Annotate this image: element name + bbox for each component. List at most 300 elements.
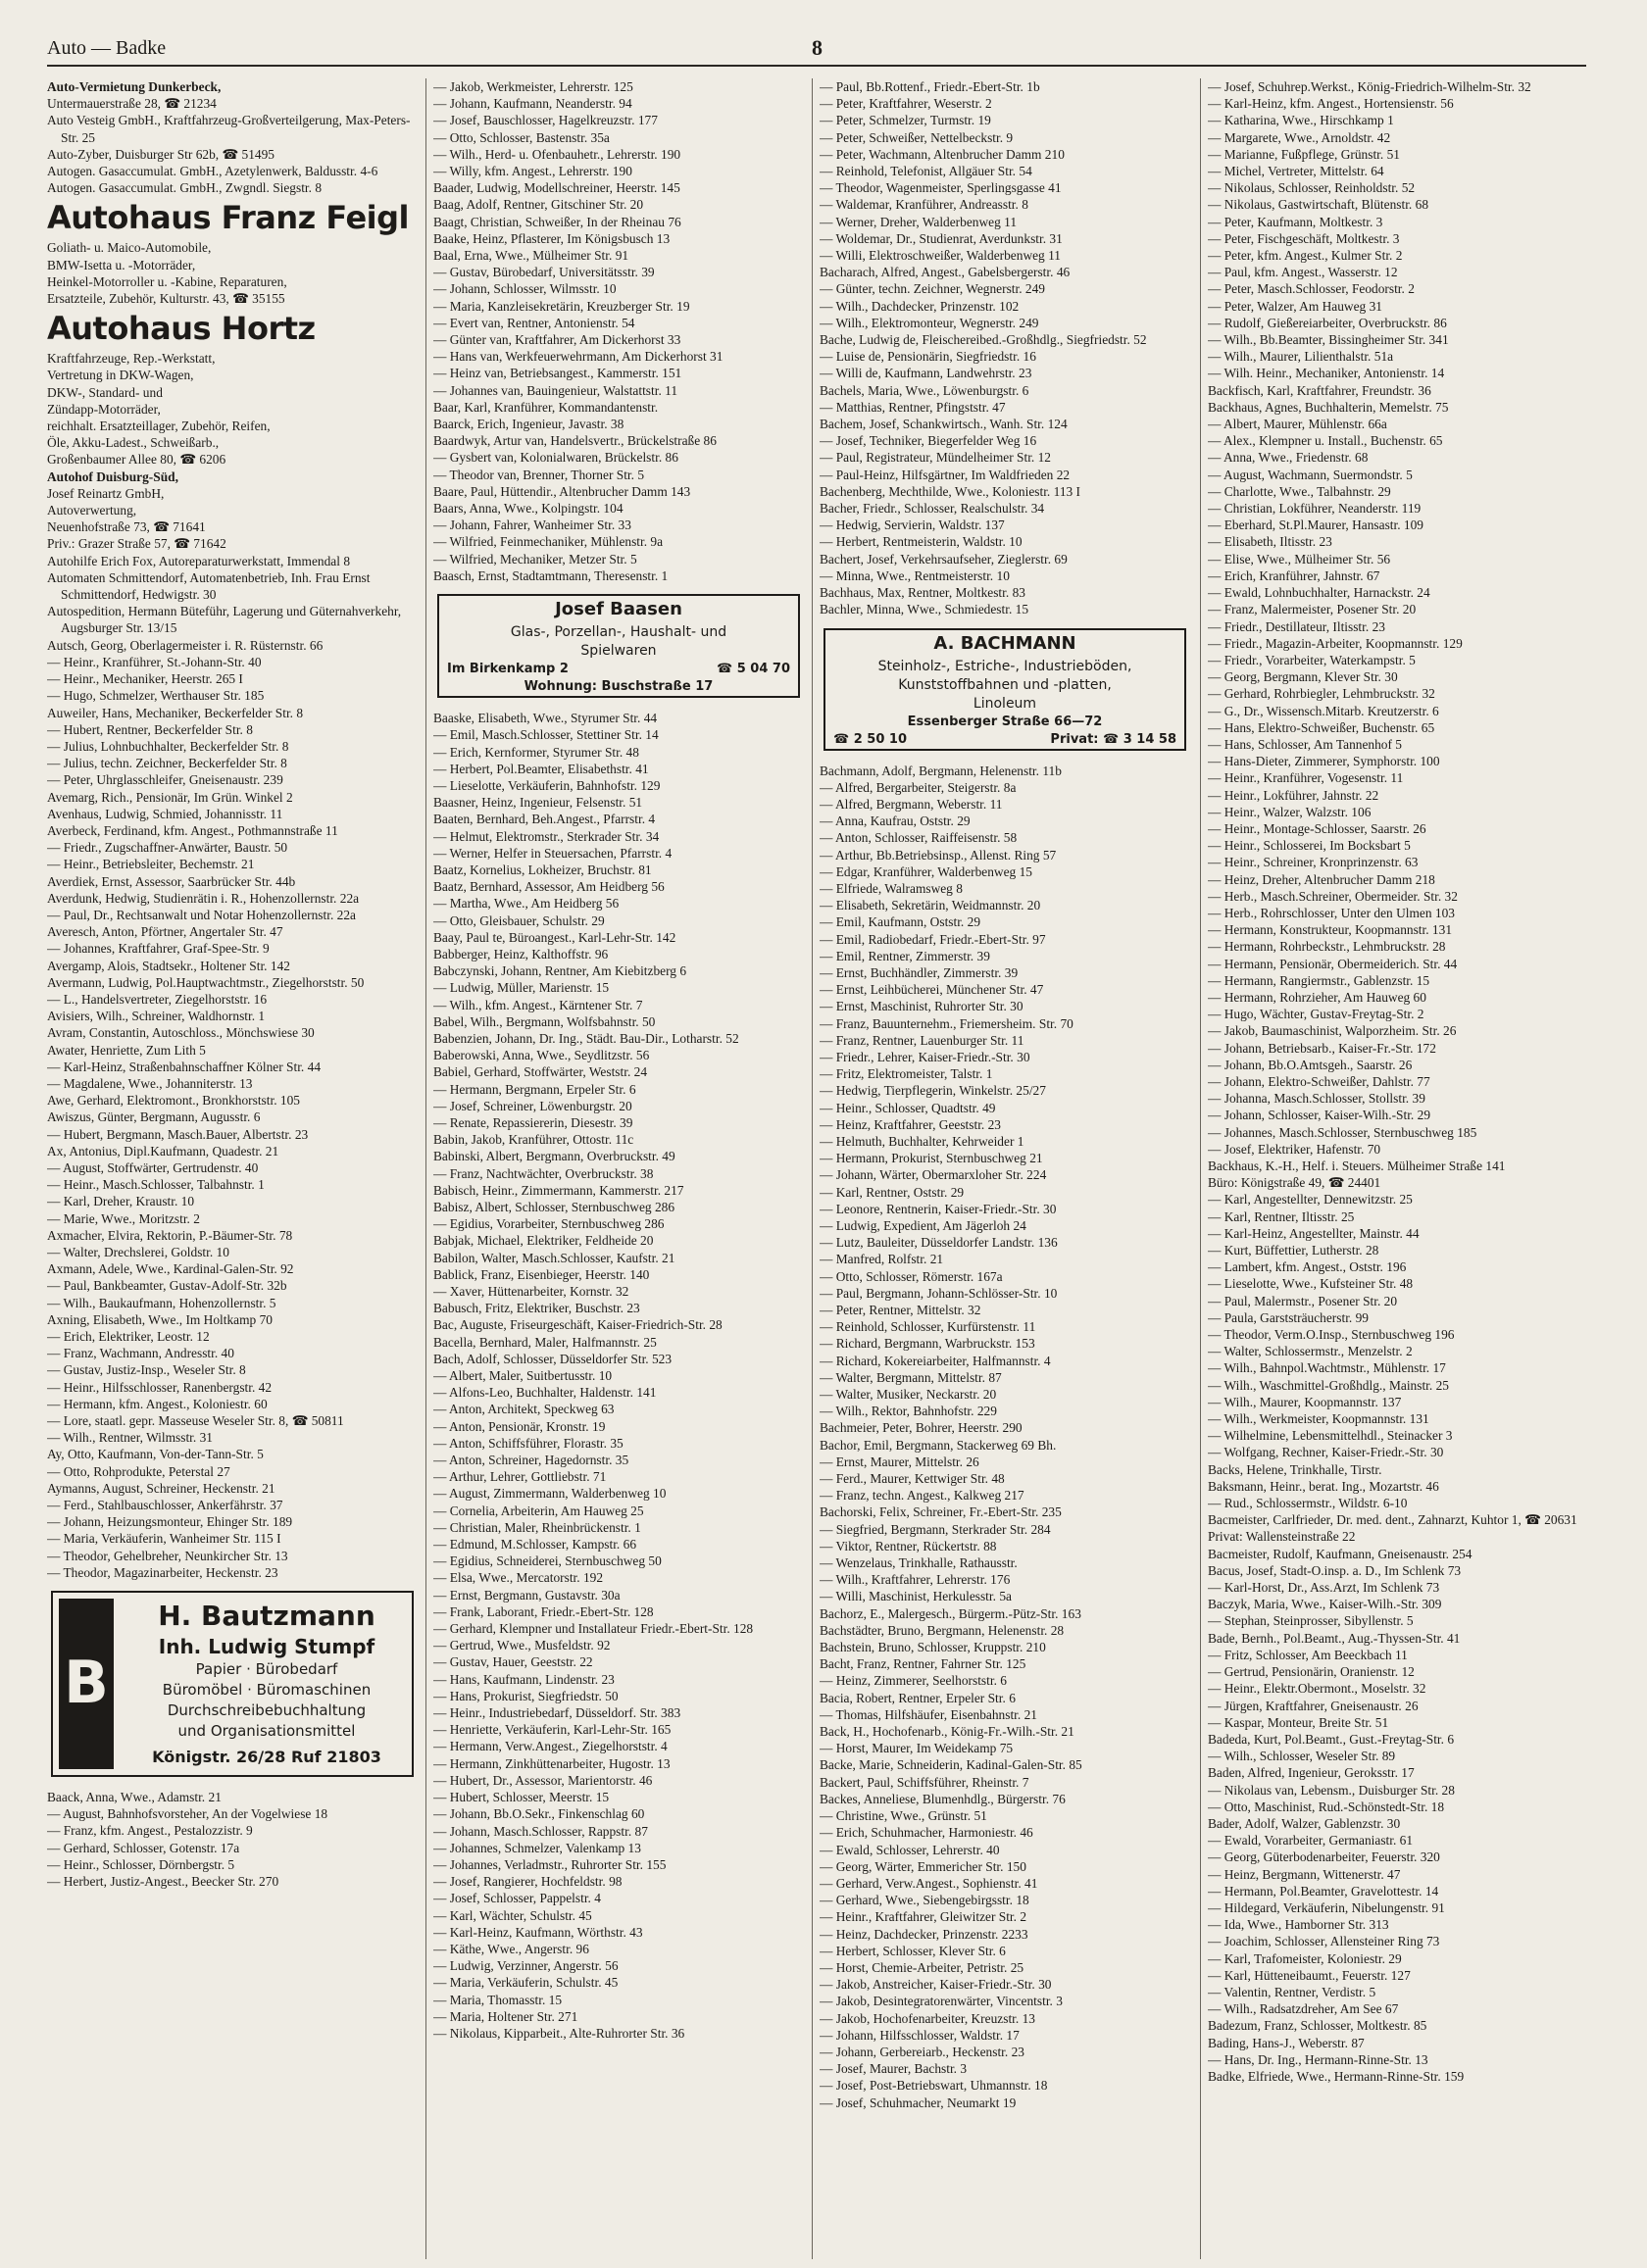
directory-entry: — Hermann, Bergmann, Erpeler Str. 6 — [433, 1081, 636, 1097]
directory-entry: — Hans, Schlosser, Am Tannenhof 5 — [1208, 736, 1403, 752]
directory-entry: — Joachim, Schlosser, Allensteiner Ring 73 — [1208, 1934, 1440, 1949]
directory-entry: — Waldemar, Kranführer, Andreasstr. 8 — [820, 197, 1028, 213]
directory-entry: — Wilh., Maurer, Koopmannstr. 137 — [1208, 1394, 1402, 1409]
directory-entry: — Gerhard, Klempner und Installateur Friedr.-Ebert-Str. 128 — [433, 1621, 754, 1637]
directory-entry: — Heinr., Masch.Schlosser, Talbahnstr. 1 — [47, 1177, 265, 1193]
directory-entry: Kraftfahrzeuge, Rep.-Werkstatt, — [47, 351, 216, 367]
directory-entry: — Woldemar, Dr., Studienrat, Averdunkstr. 31 — [820, 230, 1063, 246]
directory-entry: Babisch, Heinr., Zimmermann, Kammerstr. 217 — [433, 1182, 684, 1198]
directory-entry: — Lore, staatl. gepr. Masseuse Weseler Str. 8, ☎ 50811 — [47, 1413, 344, 1429]
directory-entry: Autoverwertung, — [47, 503, 137, 518]
directory-entry: — Maria, Thomasstr. 15 — [433, 1992, 563, 2007]
directory-entry: — Maria, Holtener Str. 271 — [433, 2008, 578, 2024]
directory-entry: — Otto, Schlosser, Römerstr. 167a — [820, 1268, 1003, 1284]
directory-entry: — Ewald, Schlosser, Lehrerstr. 40 — [820, 1842, 1000, 1857]
directory-entry: Baal, Erna, Wwe., Mülheimer Str. 91 — [433, 248, 629, 264]
directory-entry: — Franz, Rentner, Lauenburger Str. 11 — [820, 1032, 1024, 1048]
directory-entry: — Leonore, Rentnerin, Kaiser-Friedr.-Str. 30 — [820, 1201, 1057, 1216]
bachmann-advertisement — [824, 628, 1186, 751]
directory-entry: — Wilh., Rentner, Wilmsstr. 31 — [47, 1430, 213, 1446]
directory-entry: — Hans, Elektro-Schweißer, Buchenstr. 65 — [1208, 719, 1435, 735]
directory-entry: Autohof Duisburg-Süd, — [47, 468, 178, 484]
directory-entry: — Franz, Bauunternehm., Friemersheim. Str. 70 — [820, 1015, 1073, 1031]
directory-entry: — Heinz, Bergmann, Wittenerstr. 47 — [1208, 1866, 1401, 1882]
directory-entry: — Lutz, Bauleiter, Düsseldorfer Landstr. 136 — [820, 1235, 1058, 1251]
directory-entry: Avisiers, Wilh., Schreiner, Waldhornstr. 1 — [47, 1009, 266, 1024]
directory-entry: — Ida, Wwe., Hamborner Str. 313 — [1208, 1917, 1389, 1933]
directory-entry: — Johann, Elektro-Schweißer, Dahlstr. 77 — [1208, 1073, 1430, 1089]
column-divider — [812, 78, 813, 2259]
directory-entry: — Hildegard, Verkäuferin, Nibelungenstr. 91 — [1208, 1899, 1445, 1915]
directory-entry: — Peter, Rentner, Mittelstr. 32 — [820, 1303, 981, 1317]
ad-line: Steinholz-, Estriche-, Industrieböden, — [877, 658, 1132, 674]
directory-entry: — Richard, Kokereiarbeiter, Halfmannstr. 4 — [820, 1353, 1051, 1368]
directory-entry: — Walter, Bergmann, Mittelstr. 87 — [820, 1369, 1002, 1385]
directory-entry: — Heinr., Walzer, Walzstr. 106 — [1208, 804, 1372, 819]
directory-entry: — Herb., Masch.Schreiner, Obermeider. Str. 32 — [1208, 888, 1458, 904]
directory-entry: — Heinz, Dachdecker, Prinzenstr. 2233 — [820, 1926, 1028, 1942]
directory-entry: Babel, Wilh., Bergmann, Wolfsbahnstr. 50 — [433, 1013, 656, 1029]
directory-entry: Baberowski, Anna, Wwe., Seydlitzstr. 56 — [433, 1048, 650, 1063]
directory-entry: Bacmeister, Carlfrieder, Dr. med. dent., Zahnarzt, Kuhtor 1, ☎ 20631 — [1208, 1512, 1577, 1528]
directory-entry: Badezum, Franz, Schlosser, Moltkestr. 85 — [1208, 2018, 1427, 2034]
autohaus-hortz-heading: Autohaus Hortz — [47, 310, 316, 348]
directory-entry: Ax, Antonius, Dipl.Kaufmann, Quadestr. 21 — [47, 1143, 279, 1159]
directory-entry: — Gustav, Justiz-Insp., Weseler Str. 8 — [47, 1362, 246, 1378]
directory-entry: — Egidius, Vorarbeiter, Sternbuschweg 286 — [433, 1216, 665, 1232]
directory-entry: — Arthur, Bb.Betriebsinsp., Allenst. Ring 57 — [820, 847, 1057, 863]
directory-entry: — Alfred, Bergarbeiter, Steigerstr. 8a — [820, 779, 1017, 795]
column-divider — [1200, 78, 1201, 2259]
directory-entry: DKW-, Standard- und — [47, 384, 163, 400]
directory-entry: — Edmund, M.Schlosser, Kampstr. 66 — [433, 1537, 637, 1553]
directory-entry: Bachert, Josef, Verkehrsaufseher, Zieglerstr. 69 — [820, 551, 1068, 567]
directory-entry: Autospedition, Hermann Büteführ, Lagerung und Güternahverkehr, Augsburger Str. 13/15 — [47, 604, 404, 636]
directory-entry: — Manfred, Rolfstr. 21 — [820, 1252, 944, 1267]
directory-entry: — Wilh., Bahnpol.Wachtmstr., Mühlenstr. 17 — [1208, 1360, 1446, 1376]
directory-entry: Babberger, Heinz, Kalthoffstr. 96 — [433, 946, 609, 961]
directory-entry: — Heinr., Lokführer, Jahnstr. 22 — [1208, 787, 1379, 803]
directory-entry: Bade, Bernh., Pol.Beamt., Aug.-Thyssen-Str. 41 — [1208, 1630, 1461, 1646]
column-3 — [820, 78, 1190, 2111]
directory-entry: — Hubert, Schlosser, Meerstr. 15 — [433, 1790, 610, 1805]
directory-entry: — Karl-Heinz, Straßenbahnschaffner Kölner Str. 44 — [47, 1059, 322, 1074]
directory-entry: — Josef, Maurer, Bachstr. 3 — [820, 2061, 968, 2077]
header-rule — [47, 65, 1586, 67]
directory-entry: Baasner, Heinz, Ingenieur, Felsenstr. 51 — [433, 795, 643, 811]
directory-entry: Goliath- u. Maico-Automobile, — [47, 240, 212, 256]
directory-entry: — Herbert, Rentmeisterin, Waldstr. 10 — [820, 534, 1023, 550]
directory-entry: — Hedwig, Servierin, Waldstr. 137 — [820, 518, 1005, 533]
directory-entry: — Herbert, Pol.Beamter, Elisabethstr. 41 — [433, 761, 649, 776]
directory-entry: Büro: Königstraße 49, ☎ 24401 — [1208, 1175, 1381, 1191]
directory-entry: — Lieselotte, Verkäuferin, Bahnhofstr. 129 — [433, 777, 661, 793]
directory-entry: Baaten, Bernhard, Beh.Angest., Pfarrstr. 4 — [433, 812, 656, 827]
directory-entry: — Hubert, Dr., Assessor, Marientorstr. 46 — [433, 1772, 653, 1788]
directory-entry: Bachmann, Adolf, Bergmann, Helenenstr. 11b — [820, 763, 1062, 778]
directory-entry: — Reinhold, Schlosser, Kurfürstenstr. 11 — [820, 1319, 1036, 1335]
directory-entry: Bachstädter, Bruno, Bergmann, Helenenstr. 28 — [820, 1622, 1065, 1638]
page-number: 8 — [812, 35, 823, 60]
directory-entry: Baar, Karl, Kranführer, Kommandantenstr. — [433, 399, 659, 415]
directory-entry: Baack, Anna, Wwe., Adamstr. 21 — [47, 1790, 222, 1805]
directory-entry: Auto-Zyber, Duisburger Str 62b, ☎ 51495 — [47, 146, 274, 162]
directory-entry: Bachor, Emil, Bergmann, Stackerweg 69 Bh. — [820, 1437, 1057, 1453]
directory-entry: — Willi, Maschinist, Herkulesstr. 5a — [820, 1589, 1012, 1604]
directory-entry: — Willi, Elektroschweißer, Walderbenweg 11 — [820, 248, 1061, 264]
directory-entry: Untermauerstraße 28, ☎ 21234 — [47, 96, 217, 112]
baasen-advertisement — [437, 594, 800, 698]
directory-entry: — Elisabeth, Sekretärin, Weidmannstr. 20 — [820, 898, 1041, 913]
directory-entry: Backes, Anneliese, Blumenhdlg., Bürgerstr. 76 — [820, 1791, 1066, 1806]
directory-entry: — Cornelia, Arbeiterin, Am Hauweg 25 — [433, 1503, 644, 1518]
directory-entry: — Hermann, Zinkhüttenarbeiter, Hugostr. 13 — [433, 1755, 671, 1771]
directory-entry: Awiszus, Günter, Bergmann, Augusstr. 6 — [47, 1109, 261, 1125]
directory-entry: Bachels, Maria, Wwe., Löwenburgstr. 6 — [820, 382, 1029, 398]
directory-entry: — Hermann, Pensionär, Obermeiderich. Str. 44 — [1208, 956, 1458, 971]
ad-subtitle: Inh. Ludwig Stumpf — [158, 1635, 375, 1659]
directory-entry: — Emil, Masch.Schlosser, Stettiner Str. 14 — [433, 727, 659, 743]
directory-entry: Automaten Schmittendorf, Automatenbetrieb, Inh. Frau Ernst Schmittendorf, Hedwigstr. 30 — [47, 569, 374, 603]
directory-entry: — Heinr., Industriebedarf, Düsseldorf. Str. 383 — [433, 1705, 681, 1721]
directory-entry: Autogen. Gasaccumulat. GmbH., Zwgndl. Siegstr. 8 — [47, 180, 323, 196]
directory-entry: — Heinr., Schlosser, Quadtstr. 49 — [820, 1100, 996, 1115]
directory-entry: — Josef, Techniker, Biegerfelder Weg 16 — [820, 433, 1037, 449]
directory-entry: — Wilh., Bb.Beamter, Bissingheimer Str. 341 — [1208, 332, 1449, 348]
directory-entry: Baatz, Bernhard, Assessor, Am Heidberg 56 — [433, 879, 665, 895]
directory-entry: Privat: Wallensteinstraße 22 — [1208, 1529, 1356, 1545]
directory-entry: Bacher, Friedr., Schlosser, Realschulstr. 34 — [820, 501, 1045, 517]
directory-entry: — Johann, Fahrer, Wanheimer Str. 33 — [433, 518, 631, 533]
directory-entry: — Franz, Malermeister, Posener Str. 20 — [1208, 602, 1417, 617]
directory-entry: — Ernst, Leihbücherei, Münchener Str. 47 — [820, 982, 1044, 998]
directory-entry: — Anton, Schlosser, Raiffeisenstr. 58 — [820, 830, 1018, 846]
directory-entry: Ersatzteile, Zubehör, Kulturstr. 43, ☎ 35155 — [47, 291, 285, 307]
directory-entry: — Emil, Radiobedarf, Friedr.-Ebert-Str. 97 — [820, 931, 1046, 947]
directory-entry: — Jakob, Hochofenarbeiter, Kreuzstr. 13 — [820, 2010, 1035, 2026]
directory-entry: — Kurt, Büffettier, Lutherstr. 28 — [1208, 1243, 1379, 1258]
directory-entry: — Karl, Wächter, Schulstr. 45 — [433, 1907, 592, 1923]
directory-entry: — Maria, Verkäuferin, Wanheimer Str. 115 I — [47, 1531, 281, 1547]
directory-entry: Badeda, Kurt, Pol.Beamt., Gust.-Freytag-Str. 6 — [1208, 1731, 1455, 1747]
directory-entry: — Hermann, Rohrbeckstr., Lehmbruckstr. 28 — [1208, 939, 1446, 955]
directory-entry: — Johannes, Schmelzer, Valenkamp 13 — [433, 1840, 641, 1855]
directory-entry: — Heinr., Schlosser, Dörnbergstr. 5 — [47, 1856, 235, 1872]
directory-entry: — Heinr., Betriebsleiter, Bechemstr. 21 — [47, 857, 255, 872]
directory-entry: — Otto, Schlosser, Bastenstr. 35a — [433, 129, 610, 145]
directory-entry: — Emil, Kaufmann, Oststr. 29 — [820, 914, 981, 930]
directory-entry: — Jakob, Werkmeister, Lehrerstr. 125 — [433, 79, 633, 94]
column-1 — [47, 78, 418, 1890]
directory-entry: — Ludwig, Müller, Marienstr. 15 — [433, 980, 610, 996]
directory-entry: Bacmeister, Rudolf, Kaufmann, Gneisenaustr. 254 — [1208, 1546, 1472, 1561]
directory-entry: Babenzien, Johann, Dr. Ing., Städt. Bau-Dir., Lotharstr. 52 — [433, 1030, 739, 1046]
ad-line: Büromöbel · Büromaschinen — [162, 1681, 372, 1700]
directory-entry: Autohilfe Erich Fox, Autoreparaturwerkstatt, Immendal 8 — [47, 553, 351, 568]
directory-entry: — August, Wachmann, Suermondstr. 5 — [1208, 467, 1413, 482]
directory-entry: — Frank, Laborant, Friedr.-Ebert-Str. 128 — [433, 1603, 654, 1619]
directory-entry: Averdiek, Ernst, Assessor, Saarbrücker Str. 44b — [47, 873, 296, 889]
directory-entry: — Richard, Bergmann, Warbruckstr. 153 — [820, 1336, 1035, 1352]
directory-entry: — Michel, Vertreter, Mittelstr. 64 — [1208, 164, 1384, 179]
directory-entry: — Johann, Hilfsschlosser, Waldstr. 17 — [820, 2027, 1020, 2043]
directory-entry: — Peter, Masch.Schlosser, Feodorstr. 2 — [1208, 281, 1415, 297]
directory-entry: — Paul, Dr., Rechtsanwalt und Notar Hohenzollernstr. 22a — [47, 907, 356, 922]
directory-entry: Heinkel-Motorroller u. -Kabine, Reparaturen, — [47, 273, 287, 289]
directory-entry: Axning, Elisabeth, Wwe., Im Holtkamp 70 — [47, 1311, 273, 1327]
directory-entry: — Ferd., Maurer, Kettwiger Str. 48 — [820, 1471, 1005, 1487]
directory-entry: Bacella, Bernhard, Maler, Halfmannstr. 25 — [433, 1334, 657, 1350]
directory-entry: — Erich, Schuhmacher, Harmoniestr. 46 — [820, 1825, 1033, 1841]
directory-entry: — Johann, Schlosser, Wilmsstr. 10 — [433, 281, 617, 297]
ad-title: H. Bautzmann — [158, 1600, 375, 1633]
directory-entry: — Paul-Heinz, Hilfsgärtner, Im Waldfrieden 22 — [820, 467, 1071, 482]
directory-entry: Babisz, Albert, Schlosser, Sternbuschweg 286 — [433, 1199, 675, 1214]
directory-entry: — Josef, Schlosser, Pappelstr. 4 — [433, 1891, 601, 1906]
directory-entry: — Heinr., Montage-Schlosser, Saarstr. 26 — [1208, 820, 1426, 836]
directory-entry: — Gerhard, Verw.Angest., Sophienstr. 41 — [820, 1875, 1038, 1891]
directory-entry: — Friedr., Vorarbeiter, Waterkampstr. 5 — [1208, 652, 1416, 667]
directory-entry: — Alex., Klempner u. Install., Buchenstr. 65 — [1208, 433, 1443, 449]
directory-entry: Baader, Ludwig, Modellschreiner, Heerstr. 145 — [433, 180, 680, 196]
directory-entry: BMW-Isetta u. -Motorräder, — [47, 257, 196, 272]
directory-entry: — Hans, Dr. Ing., Hermann-Rinne-Str. 13 — [1208, 2051, 1428, 2067]
directory-entry: — Peter, Kaufmann, Moltkestr. 3 — [1208, 214, 1383, 229]
directory-entry: — Christine, Wwe., Grünstr. 51 — [820, 1808, 987, 1824]
directory-entry: — August, Stoffwärter, Gertrudenstr. 40 — [47, 1159, 259, 1175]
directory-entry: — Hugo, Schmelzer, Werthauser Str. 185 — [47, 688, 265, 704]
directory-entry: — Friedr., Destillateur, Iltisstr. 23 — [1208, 618, 1385, 634]
directory-entry: — Nikolaus, Gastwirtschaft, Blütenstr. 68 — [1208, 197, 1429, 213]
directory-entry: Baake, Heinz, Pflasterer, Im Königsbusch 13 — [433, 230, 671, 246]
directory-entry: — Johann, Gerbereiarb., Heckenstr. 23 — [820, 2044, 1024, 2059]
directory-entry: — Wilh., Dachdecker, Prinzenstr. 102 — [820, 298, 1020, 314]
directory-entry: Badke, Elfriede, Wwe., Hermann-Rinne-Str. 159 — [1208, 2068, 1465, 2084]
directory-entry: Bader, Adolf, Walzer, Gablenzstr. 30 — [1208, 1815, 1401, 1831]
directory-entry: — Hermann, Prokurist, Sternbuschweg 21 — [820, 1151, 1043, 1166]
directory-entry: — Josef, Schuhmacher, Neumarkt 19 — [820, 2095, 1017, 2110]
directory-entry: — Wilh., Radsatzdreher, Am See 67 — [1208, 2001, 1399, 2017]
directory-entry: — Wilh., Maurer, Lilienthalstr. 51a — [1208, 349, 1394, 365]
directory-entry: — Wilhelmine, Lebensmittelhdl., Steinacker 3 — [1208, 1428, 1453, 1444]
ad-address: Im Birkenkamp 2 — [447, 662, 569, 677]
directory-entry: — Wilh., Baukaufmann, Hohenzollernstr. 5 — [47, 1295, 276, 1310]
directory-entry: — Theodor, Verm.O.Insp., Sternbuschweg 196 — [1208, 1327, 1455, 1343]
directory-entry: — Ernst, Buchhändler, Zimmerstr. 39 — [820, 964, 1019, 980]
directory-entry: — Heinz van, Betriebsangest., Kammerstr. 151 — [433, 366, 682, 381]
directory-entry: — Margarete, Wwe., Arnoldstr. 42 — [1208, 129, 1391, 145]
directory-entry: — Heinr., Kraftfahrer, Gleiwitzer Str. 2 — [820, 1909, 1027, 1925]
directory-entry: — Karl-Heinz, Kaufmann, Wörthstr. 43 — [433, 1924, 643, 1940]
directory-entry: — Gertrud, Wwe., Musfeldstr. 92 — [433, 1638, 611, 1653]
ad-street: Essenberger Straße 66—72 — [907, 714, 1103, 729]
directory-entry: — Johann, Kaufmann, Neanderstr. 94 — [433, 96, 632, 112]
ad-line: Papier · Bürobedarf — [195, 1660, 338, 1679]
directory-entry: Bachorz, E., Malergesch., Bürgerm.-Pütz-Str. 163 — [820, 1605, 1081, 1621]
directory-entry: Bach, Adolf, Schlosser, Düsseldorfer Str. 523 — [433, 1351, 673, 1366]
directory-entry: Axmacher, Elvira, Rektorin, P.-Bäumer-Str. 78 — [47, 1227, 293, 1243]
directory-entry: — Wilh., Schlosser, Weseler Str. 89 — [1208, 1749, 1396, 1764]
directory-entry: Baden, Alfred, Ingenieur, Geroksstr. 17 — [1208, 1765, 1415, 1781]
directory-entry: — Heinr., Kranführer, St.-Johann-Str. 40 — [47, 654, 262, 669]
directory-entry: — Werner, Dreher, Walderbenweg 11 — [820, 214, 1018, 229]
directory-entry: Großenbaumer Allee 80, ☎ 6206 — [47, 452, 226, 468]
directory-entry: — Paul, Bb.Rottenf., Friedr.-Ebert-Str. 1b — [820, 79, 1040, 94]
directory-entry: reichhalt. Ersatzteillager, Zubehör, Reifen, — [47, 419, 271, 434]
directory-entry: — Thomas, Hilfshäufer, Eisenbahnstr. 21 — [820, 1706, 1037, 1722]
directory-entry: — Ludwig, Expedient, Am Jägerloh 24 — [820, 1217, 1026, 1233]
directory-entry: — Viktor, Rentner, Rückertstr. 88 — [820, 1538, 997, 1553]
directory-entry: — Lieselotte, Wwe., Kufsteiner Str. 48 — [1208, 1276, 1414, 1292]
directory-entry: — Fritz, Elektromeister, Talstr. 1 — [820, 1066, 993, 1082]
directory-entry: — Rudolf, Gießereiarbeiter, Overbruckstr. 86 — [1208, 315, 1447, 330]
directory-entry: — Johann, Wärter, Obermarxloher Str. 224 — [820, 1167, 1047, 1183]
directory-entry: — Paul, Registrateur, Mündelheimer Str. 12 — [820, 450, 1051, 466]
directory-entry: — Wilh., Herd- u. Ofenbauhetr., Lehrerstr. 190 — [433, 146, 681, 162]
directory-entry: — Johann, Masch.Schlosser, Rappstr. 87 — [433, 1823, 648, 1839]
directory-entry: Avram, Constantin, Autoschloss., Mönchswiese 30 — [47, 1025, 315, 1041]
directory-entry: — Friedr., Lehrer, Kaiser-Friedr.-Str. 30 — [820, 1049, 1030, 1064]
directory-entry: — Stephan, Steinprosser, Sibyllenstr. 5 — [1208, 1613, 1414, 1629]
directory-entry: — Lambert, kfm. Angest., Oststr. 196 — [1208, 1259, 1407, 1275]
directory-entry: Bacharach, Alfred, Angest., Gabelsbergerstr. 46 — [820, 265, 1071, 280]
directory-entry: — Nikolaus van, Lebensm., Duisburger Str. 28 — [1208, 1782, 1455, 1798]
directory-entry: — Hermann, Rangiermstr., Gablenzstr. 15 — [1208, 972, 1430, 988]
bautzmann-advertisement — [51, 1591, 414, 1777]
directory-entry: — Hermann, Konstrukteur, Koopmannstr. 131 — [1208, 922, 1453, 938]
directory-entry: — Henriette, Verkäuferin, Karl-Lehr-Str. 165 — [433, 1722, 672, 1738]
directory-entry: — Karl, Dreher, Kraustr. 10 — [47, 1194, 195, 1209]
directory-entry: Bachem, Josef, Schankwirtsch., Wanh. Str. 124 — [820, 417, 1068, 432]
directory-entry: — Christian, Lokführer, Neanderstr. 119 — [1208, 501, 1422, 517]
directory-entry: — Wilh., Werkmeister, Koopmannstr. 131 — [1208, 1411, 1429, 1427]
directory-entry: — Friedr., Magazin-Arbeiter, Koopmannstr. 129 — [1208, 635, 1463, 651]
directory-entry: Baay, Paul te, Büroangest., Karl-Lehr-Str. 142 — [433, 929, 676, 945]
ad-line: Durchschreibebuchhaltung — [167, 1701, 367, 1720]
directory-entry: — Minna, Wwe., Rentmeisterstr. 10 — [820, 567, 1010, 583]
directory-entry: — Horst, Maurer, Im Weidekamp 75 — [820, 1741, 1014, 1756]
directory-entry: Awater, Henriette, Zum Lith 5 — [47, 1042, 206, 1058]
directory-entry: — Martha, Wwe., Am Heidberg 56 — [433, 896, 620, 912]
directory-entry: — Elisabeth, Iltisstr. 23 — [1208, 534, 1332, 550]
directory-entry: — Wilh., Rektor, Bahnhofstr. 229 — [820, 1404, 997, 1419]
directory-entry: — Julius, techn. Zeichner, Beckerfelder Str. 8 — [47, 756, 287, 771]
directory-entry: Baarck, Erich, Ingenieur, Javastr. 38 — [433, 417, 624, 432]
directory-entry: Priv.: Grazer Straße 57, ☎ 71642 — [47, 536, 226, 552]
directory-entry: — Ernst, Maurer, Mittelstr. 26 — [820, 1454, 979, 1469]
directory-entry: — Fritz, Schlosser, Am Beeckbach 11 — [1208, 1647, 1408, 1662]
directory-entry: — Heinz, Dreher, Altenbrucher Damm 218 — [1208, 871, 1435, 887]
directory-entry: Baczyk, Maria, Wwe., Kaiser-Wilh.-Str. 309 — [1208, 1597, 1442, 1612]
directory-entry: — Heinz, Kraftfahrer, Geeststr. 23 — [820, 1116, 1002, 1132]
directory-entry: Ay, Otto, Kaufmann, Von-der-Tann-Str. 5 — [47, 1447, 264, 1462]
directory-entry: — Heinr., Elektr.Obermont., Moselstr. 32 — [1208, 1681, 1426, 1697]
directory-entry: Backfisch, Karl, Kraftfahrer, Freundstr. 36 — [1208, 382, 1431, 398]
directory-entry: — Helmuth, Buchhalter, Kehrweider 1 — [820, 1133, 1024, 1149]
directory-entry: — Edgar, Kranführer, Walderbenweg 15 — [820, 863, 1032, 879]
directory-entry: — Georg, Bergmann, Klever Str. 30 — [1208, 669, 1398, 685]
ad-letter-logo: B — [59, 1599, 114, 1769]
directory-entry: — G., Dr., Wissensch.Mitarb. Kreutzerstr. 6 — [1208, 703, 1439, 718]
directory-entry: — Wenzelaus, Trinkhalle, Rathausstr. — [820, 1555, 1018, 1571]
ad-footer: Königstr. 26/28 Ruf 21803 — [152, 1748, 381, 1767]
directory-entry: — Johannes, Verladmstr., Ruhrorter Str. 155 — [433, 1856, 667, 1872]
directory-entry: Bachenberg, Mechthilde, Wwe., Koloniestr. 113 I — [820, 483, 1081, 499]
directory-entry: — Johann, Betriebsarb., Kaiser-Fr.-Str. 172 — [1208, 1040, 1436, 1056]
directory-entry: — Karl, Rentner, Oststr. 29 — [820, 1184, 965, 1200]
directory-entry: — Heinz, Zimmerer, Seelhorststr. 6 — [820, 1673, 1007, 1689]
directory-entry: — Franz, Wachmann, Andresstr. 40 — [47, 1346, 234, 1361]
directory-entry: — Alfons-Leo, Buchhalter, Haldenstr. 141 — [433, 1385, 657, 1401]
directory-entry: — Johann, Bb.O.Sekr., Finkenschlag 60 — [433, 1806, 645, 1822]
directory-entry: — Anton, Schiffsführer, Florastr. 35 — [433, 1435, 624, 1451]
directory-entry: — Julius, Lohnbuchhalter, Beckerfelder Str. 8 — [47, 738, 289, 754]
directory-entry: Avenhaus, Ludwig, Schmied, Johannisstr. 11 — [47, 806, 283, 821]
ad-title: A. BACHMANN — [933, 632, 1076, 654]
directory-entry: — Peter, Walzer, Am Hauweg 31 — [1208, 298, 1382, 314]
directory-entry: Bading, Hans-J., Weberstr. 87 — [1208, 2035, 1365, 2050]
directory-entry: Aymanns, August, Schreiner, Heckenstr. 21 — [47, 1480, 275, 1496]
directory-entry: — Albert, Maler, Suitbertusstr. 10 — [433, 1368, 613, 1384]
directory-entry: — Karl-Heinz, Angestellter, Mainstr. 44 — [1208, 1225, 1420, 1241]
directory-entry: — Elise, Wwe., Mülheimer Str. 56 — [1208, 551, 1391, 567]
directory-entry: — Hermann, Rohrzieher, Am Hauweg 60 — [1208, 989, 1426, 1005]
directory-entry: — Marie, Wwe., Moritzstr. 2 — [47, 1210, 200, 1226]
directory-entry: — Hans, Prokurist, Siegfriedstr. 50 — [433, 1688, 619, 1703]
directory-entry: — Peter, Schmelzer, Turmstr. 19 — [820, 113, 991, 128]
directory-entry: Babiel, Gerhard, Stoffwärter, Weststr. 24 — [433, 1064, 648, 1080]
directory-entry: — Erich, Kranführer, Jahnstr. 67 — [1208, 567, 1380, 583]
directory-entry: — Günter, techn. Zeichner, Wegnerstr. 249 — [820, 281, 1046, 297]
directory-entry: — Johannes, Kraftfahrer, Graf-Spee-Str. 9 — [47, 941, 270, 957]
directory-entry: — Magdalene, Wwe., Johanniterstr. 13 — [47, 1075, 253, 1091]
directory-entry: — Franz, techn. Angest., Kalkweg 217 — [820, 1488, 1024, 1504]
directory-entry: — Theodor, Magazinarbeiter, Heckenstr. 23 — [47, 1564, 278, 1580]
directory-entry: — Willi de, Kaufmann, Landwehrstr. 23 — [820, 366, 1032, 381]
directory-entry: — Matthias, Rentner, Pfingststr. 47 — [820, 399, 1006, 415]
directory-entry: — Anna, Wwe., Friedenstr. 68 — [1208, 450, 1369, 466]
directory-entry: — Ludwig, Verzinner, Angerstr. 56 — [433, 1958, 619, 1974]
directory-entry: Baagt, Christian, Schweißer, In der Rheinau 76 — [433, 214, 681, 229]
directory-entry: Axmann, Adele, Wwe., Kardinal-Galen-Str. 92 — [47, 1261, 294, 1277]
directory-entry: Averdunk, Hedwig, Studienrätin i. R., Hohenzollernstr. 22a — [47, 890, 360, 906]
directory-entry: — Gertrud, Pensionärin, Oranienstr. 12 — [1208, 1664, 1415, 1680]
directory-entry: — Paul, kfm. Angest., Wasserstr. 12 — [1208, 265, 1398, 280]
directory-entry: — Heinr., Hilfsschlosser, Ranenbergstr. 42 — [47, 1379, 273, 1395]
directory-entry: — Jakob, Desintegratorenwärter, Vincentstr. 3 — [820, 1994, 1063, 2009]
directory-entry: — Anton, Schreiner, Hagedornstr. 35 — [433, 1453, 629, 1468]
directory-entry: — Gustav, Hauer, Geeststr. 22 — [433, 1654, 593, 1670]
directory-entry: — Josef, Bauschlosser, Hagelkreuzstr. 177 — [433, 113, 658, 128]
directory-entry: — Ewald, Lohnbuchhalter, Harnackstr. 24 — [1208, 585, 1430, 601]
directory-entry: Back, H., Hochofenarb., König-Fr.-Wilh.-Str. 21 — [820, 1724, 1074, 1740]
directory-entry: — Karl, Trafomeister, Koloniestr. 29 — [1208, 1950, 1402, 1966]
directory-entry: Baatz, Kornelius, Lokheizer, Bruchstr. 81 — [433, 862, 652, 877]
directory-entry: — Karl-Horst, Dr., Ass.Arzt, Im Schlenk 73 — [1208, 1580, 1440, 1596]
directory-entry: — August, Zimmermann, Walderbenweg 10 — [433, 1486, 667, 1502]
directory-entry: — Jakob, Baumaschinist, Walporzheim. Str. 26 — [1208, 1023, 1457, 1039]
directory-entry: — Karl-Heinz, kfm. Angest., Hortensienstr. 56 — [1208, 96, 1454, 112]
directory-entry: — Peter, Kraftfahrer, Weserstr. 2 — [820, 96, 992, 112]
directory-entry: Auweiler, Hans, Mechaniker, Beckerfelder Str. 8 — [47, 705, 304, 720]
directory-entry: — Erich, Elektriker, Leostr. 12 — [47, 1329, 210, 1345]
directory-entry: — Johann, Heizungsmonteur, Ehinger Str. 189 — [47, 1514, 293, 1530]
directory-entry: Bache, Ludwig de, Fleischereibed.-Großhdlg., Siegfriedstr. 52 — [820, 332, 1147, 348]
directory-entry: Baksmann, Heinr., berat. Ing., Mozartstr. 46 — [1208, 1478, 1439, 1494]
directory-entry: — Peter, Schweißer, Nettelbeckstr. 9 — [820, 129, 1014, 145]
directory-entry: — Wilh., Waschmittel-Großhdlg., Mainstr. 25 — [1208, 1377, 1449, 1393]
directory-entry: — Ewald, Vorarbeiter, Germaniastr. 61 — [1208, 1833, 1414, 1849]
